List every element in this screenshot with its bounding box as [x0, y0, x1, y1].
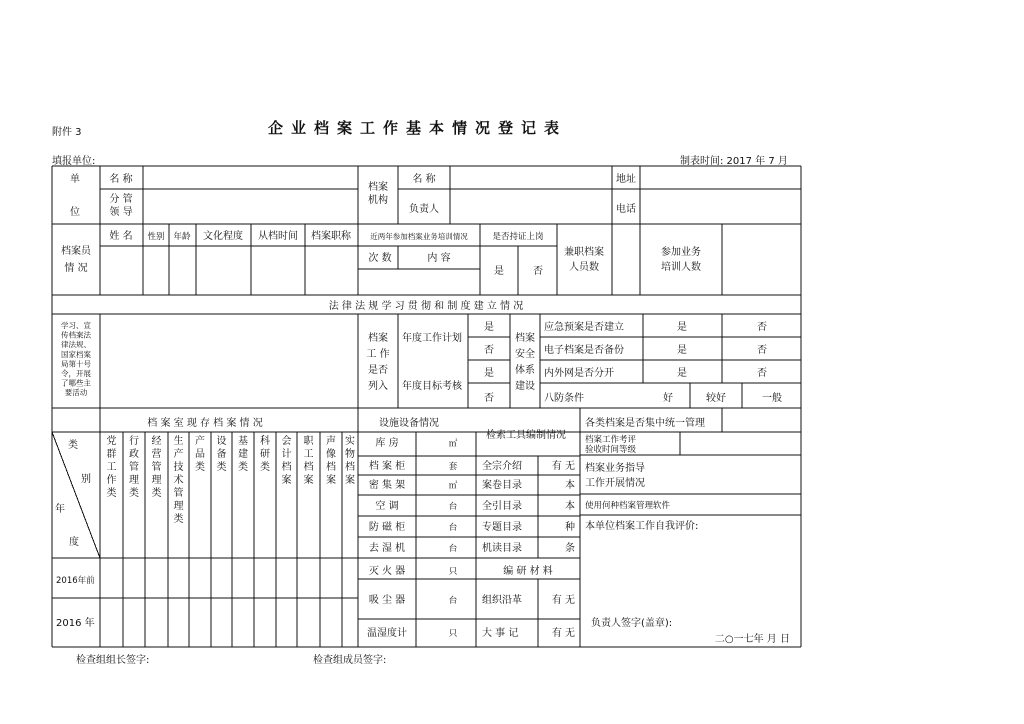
row-2016: 2016 年: [56, 618, 95, 629]
category-label: 案: [281, 475, 292, 486]
equipment-name: 密 集 架: [368, 480, 406, 491]
evaluation-label: 档案工作考评: [585, 435, 637, 445]
safety-label: 档案: [515, 333, 535, 344]
category-label: 类: [238, 462, 248, 473]
category-label: 计: [281, 449, 292, 460]
leader-label: 分 管: [109, 194, 133, 205]
emergency-no: 否: [757, 322, 767, 333]
eight-prevent-label: 八防条件: [544, 393, 584, 404]
training-label: 近两年参加档案业务培训情况: [370, 232, 468, 241]
category-label: 职: [303, 436, 314, 447]
category-label: 像: [326, 449, 336, 460]
retrieval-name: 专题目录: [482, 522, 522, 533]
equipment-name: 灭 火 器: [368, 566, 406, 577]
plan-label: 是否: [368, 365, 388, 376]
emergency-label: 应急预案是否建立: [544, 322, 624, 333]
phone-label: 电话: [616, 204, 636, 215]
equipment-name: 档 案 柜: [368, 461, 406, 472]
retrieval-value: 种: [565, 522, 575, 533]
category-label: 理: [173, 501, 184, 512]
staff-col-header: 年龄: [173, 232, 191, 242]
category-label: 术: [173, 475, 184, 486]
category-label: 类: [216, 462, 227, 473]
retrieval-value: 本: [565, 501, 575, 512]
plan-label: 工 作: [366, 349, 390, 360]
category-label: 类: [260, 462, 270, 473]
backup-no: 否: [757, 345, 767, 356]
category-label: 建: [238, 449, 248, 460]
target-no: 否: [484, 393, 494, 404]
corner-label: 度: [69, 537, 79, 548]
emergency-yes: 是: [677, 322, 687, 333]
plan-label: 档案: [368, 333, 388, 344]
safety-label: 体系: [515, 365, 535, 376]
retrieval-value: 有 无: [551, 461, 575, 472]
backup-label: 电子档案是否备份: [544, 345, 624, 356]
staff-col-header: 性别: [147, 232, 165, 242]
guidance-label: 工作开展情况: [585, 478, 645, 489]
equipment-name: 温湿度计: [367, 628, 407, 639]
trained-label: 参加业务: [661, 247, 701, 258]
category-label: 理: [151, 475, 162, 486]
retrieval-value: 本: [565, 480, 575, 491]
prevent-good: 好: [663, 393, 673, 404]
category-label: 科: [260, 436, 270, 447]
corner-label: 年: [55, 504, 65, 515]
category-label: 产: [173, 449, 184, 460]
equipment-name: 防 磁 柜: [368, 522, 406, 533]
study-label: 传档案法: [61, 330, 91, 340]
centralized-label: 各类档案是否集中统一管理: [585, 418, 705, 429]
category-label: 声: [326, 436, 336, 447]
category-label: 类: [173, 514, 184, 525]
safety-label: 安全: [515, 349, 535, 360]
category-label: 会: [281, 436, 292, 447]
member-sign-label: 检查组成员签字:: [313, 655, 387, 666]
equipment-unit: 只: [448, 567, 458, 577]
research-value: 有 无: [551, 595, 575, 606]
category-label: 工: [106, 462, 117, 473]
category-label: 研: [260, 449, 270, 460]
study-label: 国家档案: [61, 349, 91, 359]
category-label: 品: [195, 449, 205, 460]
retrieval-name: 机读目录: [482, 543, 522, 554]
attachment-label: 附件 3: [52, 127, 82, 138]
category-label: 经: [151, 436, 162, 447]
category-label: 生: [173, 436, 184, 447]
staff-col-header: 文化程度: [203, 231, 243, 242]
category-label: 作: [106, 475, 117, 486]
corner-label: 类: [68, 440, 78, 451]
software-label: 使用何种档案管理软件: [585, 501, 671, 511]
cert-no: 否: [533, 266, 543, 277]
category-label: 档: [303, 462, 314, 473]
network-yes: 是: [677, 368, 687, 379]
annual-plan-label: 年度工作计划: [402, 333, 462, 344]
category-label: 管: [129, 462, 139, 473]
fill-unit-label: 填报单位:: [52, 156, 96, 167]
category-label: 档: [326, 462, 336, 473]
part-time-label: 兼职档案: [564, 247, 604, 258]
category-label: 基: [238, 436, 248, 447]
category-label: 党: [106, 436, 117, 447]
category-label: 档: [281, 462, 292, 473]
category-label: 技: [173, 462, 184, 473]
category-label: 案: [345, 475, 355, 486]
leader-sign-label: 检查组组长签字:: [76, 655, 150, 666]
category-label: 档: [345, 462, 355, 473]
annual-target-label: 年度目标考核: [402, 381, 462, 392]
category-label: 行: [129, 436, 139, 447]
category-label: 类: [106, 488, 117, 499]
category-label: 案: [303, 475, 314, 486]
equipment-unit: 台: [448, 502, 458, 512]
signature-label: 负责人签字(盖章):: [591, 618, 673, 629]
staff-col-header: 姓 名: [109, 231, 133, 242]
category-label: 管: [173, 488, 184, 499]
category-label: 实: [345, 436, 355, 447]
retrieval-value: 条: [565, 543, 575, 554]
equipment-name: 库 房: [375, 438, 399, 449]
research-title: 编 研 材 料: [503, 566, 553, 577]
equipment-unit: 台: [448, 523, 458, 533]
corner-label: 别: [81, 474, 91, 485]
study-label: 要活动: [64, 388, 88, 398]
guidance-label: 档案业务指导: [585, 463, 645, 474]
times-label: 次 数: [368, 253, 392, 264]
trained-label: 培训人数: [661, 262, 701, 273]
equipment-unit: 只: [448, 629, 458, 639]
equipment-unit: 套: [448, 462, 458, 472]
leader-label: 领 导: [109, 207, 133, 218]
name-label: 名 称: [109, 174, 133, 185]
study-label: 学习、宣: [61, 321, 91, 330]
category-label: 案: [326, 475, 336, 486]
cert-yes: 是: [494, 266, 504, 277]
archive-org-label: 机构: [368, 195, 388, 206]
category-label: 群: [106, 449, 117, 460]
category-label: 类: [151, 488, 162, 499]
category-label: 设: [216, 436, 227, 447]
equipment-unit: 台: [448, 596, 458, 606]
research-value: 有 无: [551, 628, 575, 639]
part-time-label: 人员数: [569, 262, 599, 273]
category-label: 产: [195, 436, 205, 447]
row-2016-before: 2016年前: [56, 576, 95, 586]
prevent-normal: 一般: [762, 393, 782, 404]
self-eval-label: 本单位档案工作自我评价:: [585, 521, 699, 532]
research-name: 大 事 记: [482, 628, 519, 639]
staff-col-header: 档案职称: [311, 231, 351, 242]
retrieval-name: 全引目录: [482, 501, 522, 512]
safety-label: 建设: [515, 381, 535, 392]
research-name: 组织沿革: [482, 595, 522, 606]
date-label: 二○一七年 月 日: [714, 634, 790, 645]
category-label: 备: [216, 449, 227, 460]
equipment-unit: ㎡: [448, 439, 458, 449]
address-label: 地址: [616, 174, 636, 185]
network-label: 内外网是否分开: [544, 368, 614, 379]
holdings-section-title: 档 案 室 现 存 档 案 情 况: [147, 418, 263, 429]
study-label: 了哪些主: [61, 378, 91, 388]
retrieval-name: 全宗介绍: [482, 461, 522, 472]
evaluation-label: 验收时间等级: [585, 445, 637, 455]
category-label: 工: [303, 449, 314, 460]
staff-label: 档案员: [61, 246, 91, 257]
archive-org-label: 档案: [368, 182, 388, 193]
unit-label: 单: [70, 174, 80, 185]
equipment-name: 去 湿 机: [368, 543, 406, 554]
cert-label: 是否持证上岗: [492, 232, 544, 242]
unit-label: 位: [70, 207, 80, 218]
plan-no: 否: [484, 345, 494, 356]
plan-yes: 是: [484, 322, 494, 333]
study-label: 律法规、: [61, 340, 91, 350]
page-title: 企业档案工作基本情况登记表: [268, 119, 568, 137]
equipment-title: 设施设备情况: [379, 418, 439, 429]
study-label: 局第十号: [61, 359, 91, 369]
backup-yes: 是: [677, 345, 687, 356]
content-label: 内 容: [427, 253, 451, 264]
equipment-unit: 台: [448, 544, 458, 554]
org-head-label: 负责人: [409, 204, 439, 215]
org-name-label: 名 称: [412, 174, 436, 185]
law-section-title: 法 律 法 规 学 习 贯 彻 和 制 度 建 立 情 况: [328, 301, 524, 312]
retrieval-name: 案卷目录: [482, 480, 522, 491]
category-label: 营: [151, 449, 162, 460]
category-label: 物: [345, 449, 355, 460]
made-time-label: 制表时间: 2017 年 7 月: [680, 156, 788, 167]
staff-label: 情 况: [64, 263, 88, 274]
equipment-name: 空 调: [375, 501, 399, 512]
staff-col-header: 从档时间: [258, 231, 298, 242]
network-no: 否: [757, 368, 767, 379]
category-label: 政: [129, 449, 139, 460]
category-label: 类: [129, 488, 139, 499]
retrieval-title: 检索工具编制情况: [486, 430, 566, 441]
equipment-unit: ㎡: [448, 481, 458, 491]
category-label: 类: [195, 462, 205, 473]
target-yes: 是: [484, 368, 494, 379]
plan-label: 列入: [368, 381, 388, 392]
prevent-better: 较好: [706, 393, 726, 404]
category-label: 管: [151, 462, 162, 473]
study-label: 令，开展: [61, 369, 91, 378]
equipment-name: 吸 尘 器: [368, 595, 406, 606]
category-label: 理: [129, 475, 139, 486]
